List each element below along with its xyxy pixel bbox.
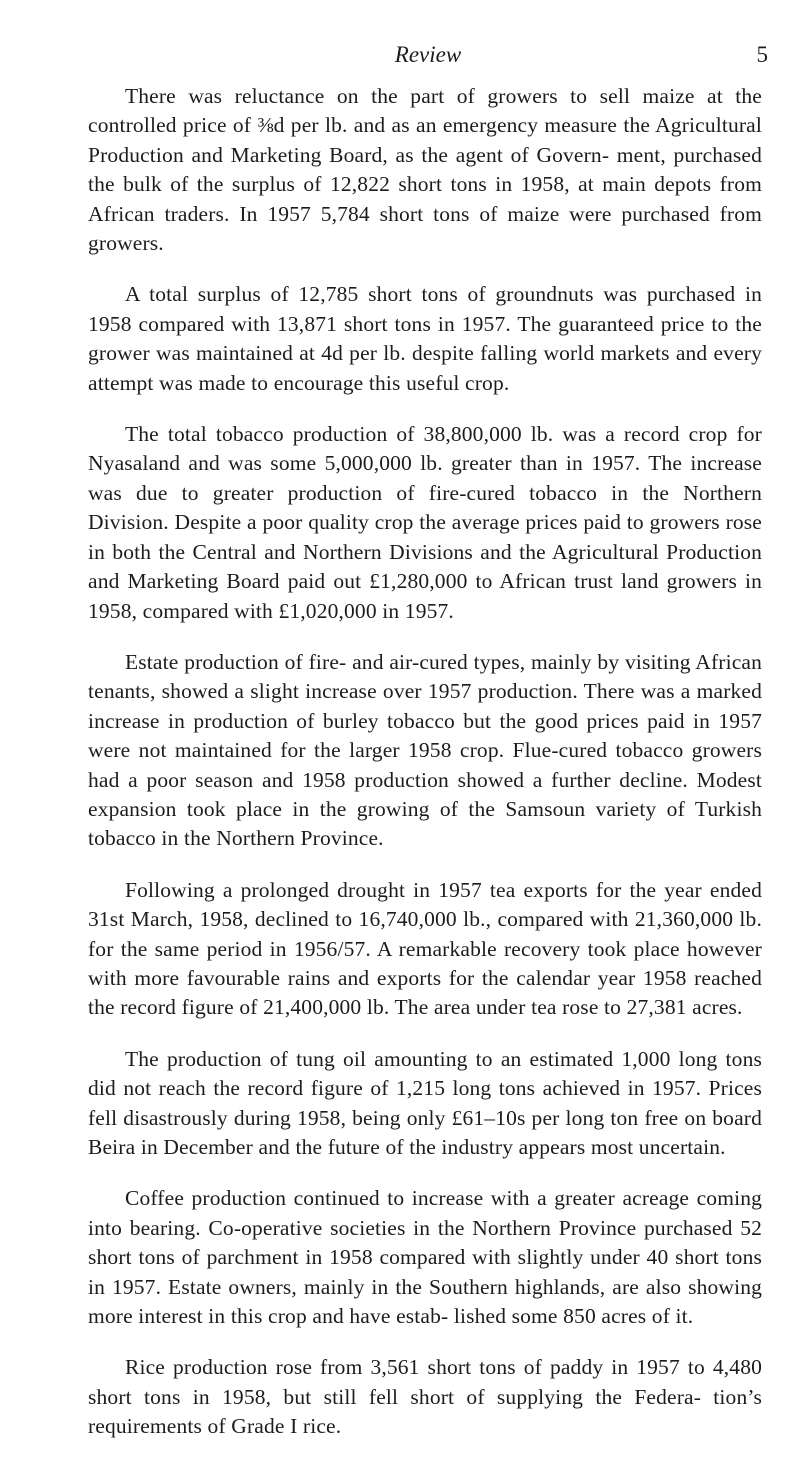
paragraph-tung-oil: The production of tung oil amounting to an estimated 1,000 long tons did not reach the record figure of 1,215 long tons achieved in 1957. Prices fell disastrously during 1958, being only £61–10s per long ton free on board Beira in December and the future of the industry appears most uncertain. xyxy=(88,1046,762,1159)
paragraph-rice: Rice production rose from 3,561 short tons of paddy in 1957 to 4,480 short tons in 1958, but still fell short of supplying the Federa- tion’s requirements of Grade I rice. xyxy=(88,1355,762,1439)
paragraph-coffee: Coffee production continued to increase with a greater acreage coming into bearing. Co-operative societies in the Northern Province purchased 52 short tons of parchment in 1958 compared with slightly under 40 short tons in 1957. Estate owners, mainly in the Southern highlands, are also showing more interest in this crop and have estab- lished some 850 acres of it. xyxy=(88,1186,762,1329)
paragraph-maize: There was reluctance on the part of growers to sell maize at the controlled price of ⅜d per lb. and as an emergency measure the Agricultural Production and Marketing Board, as the agent of Govern- ment, purchased the bulk of the surplus of 12,822 short tons in 1958, at main depots from African traders. In 1957 5,784 short tons of maize were purchased from growers. xyxy=(88,84,762,256)
body-text xyxy=(88,82,762,1464)
running-title: Review xyxy=(394,42,462,67)
page-number: 5 xyxy=(756,42,768,67)
paragraph-estate-tobacco: Estate production of fire- and air-cured types, mainly by visiting African tenants, showed a slight increase over 1957 production. There was a marked increase in production of burley tobacco but the good prices paid in 1957 were not maintained for the larger 1958 crop. Flue-cured tobacco growers had a poor season and 1958 production showed a further decline. Modest expansion took place in the growing of the Samsoun variety of Turkish tobacco in the Northern Province. xyxy=(88,649,762,851)
paragraph-tobacco-production: The total tobacco production of 38,800,000 lb. was a record crop for Nyasaland and was some 5,000,000 lb. greater than in 1957. The increase was due to greater production of fire-cured tobacco in the Northern Division. Despite a poor quality crop the average prices paid to growers rose in both the Central and Northern Divisions and the Agricultural Production and Marketing Board paid out £1,280,000 to African trust land growers in 1958, compared with £1,020,000 in 1957. xyxy=(88,422,762,623)
running-header xyxy=(88,42,768,72)
paragraph-tea: Following a prolonged drought in 1957 tea exports for the year ended 31st March, 1958, declined to 16,740,000 lb., compared with 21,360,000 lb. for the same period in 1956/57. A remarkable recovery took place however with more favourable rains and exports for the calendar year 1958 reached the record figure of 21,400,000 lb. The area under tea rose to 27,381 acres. xyxy=(88,877,762,1020)
paragraph-groundnuts: A total surplus of 12,785 short tons of groundnuts was purchased in 1958 compared with 13,871 short tons in 1957. The guaranteed price to the grower was maintained at 4d per lb. despite falling world markets and every attempt was made to encourage this useful crop. xyxy=(88,282,762,395)
